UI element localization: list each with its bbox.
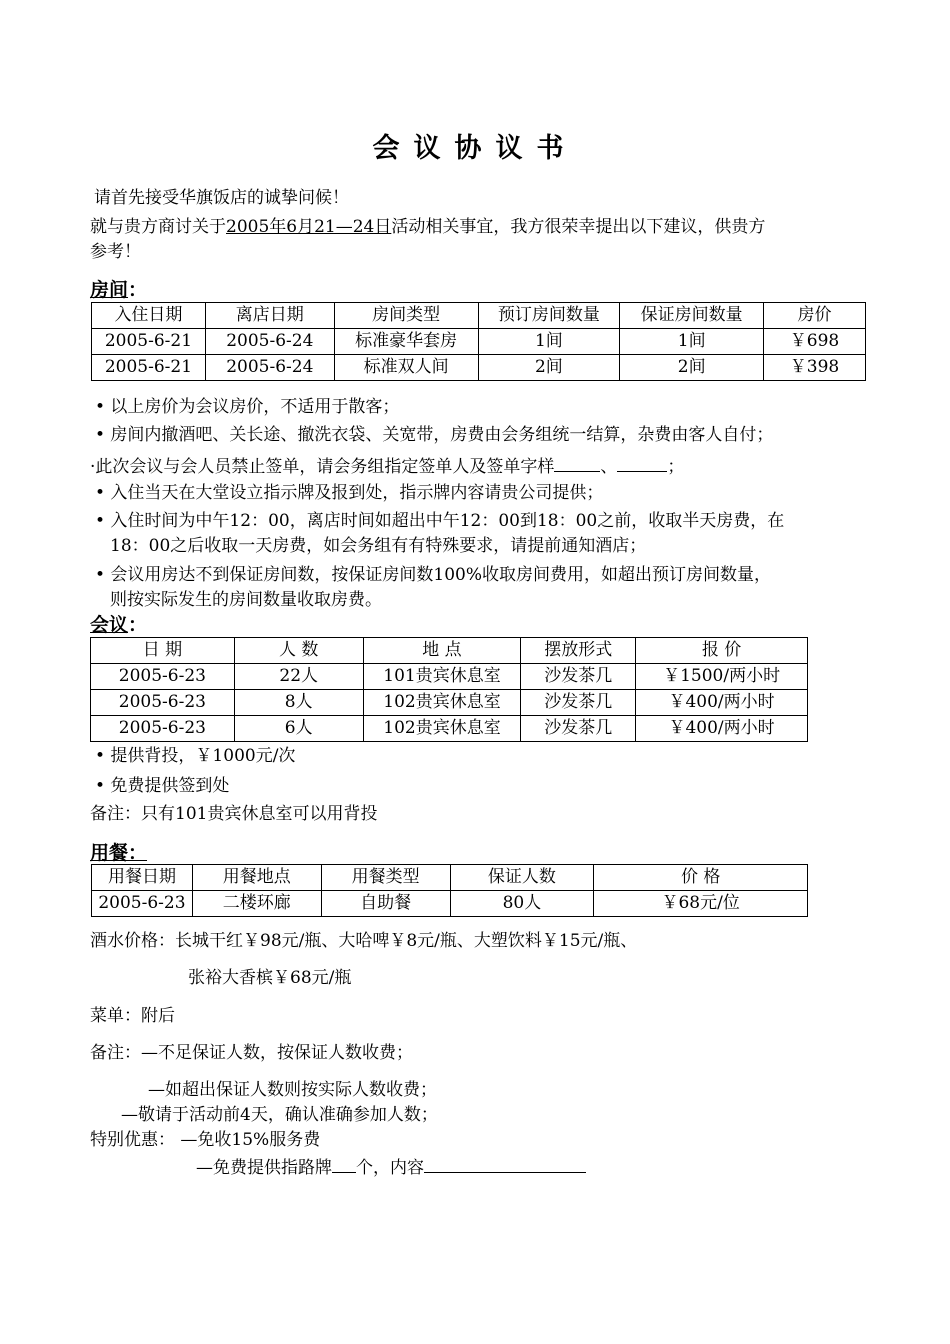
table-row (92, 329, 866, 355)
dining-header-cell: 保证人数 (450, 865, 594, 891)
table-row (92, 891, 808, 917)
meeting-table (90, 637, 808, 742)
table-row (91, 716, 808, 742)
dining-header-row (92, 865, 808, 891)
dining-header-cell: 用餐地点 (192, 865, 321, 891)
rooms-header-row (92, 303, 866, 329)
rooms-note: • 房间内撤酒吧、关长途、撤洗衣袋、关宽带，房费由会务组统一结算，杂费由客人自付； (95, 425, 774, 445)
drinks-price-line-2: 张裕大香槟￥68元/瓶 (188, 968, 352, 988)
drinks-price-line-1: 酒水价格：长城干红￥98元/瓶、大哈啤￥8元/瓶、大塑饮料￥15元/瓶、 (90, 931, 638, 951)
rooms-note: • 入住当天在大堂设立指示牌及报到处，指示牌内容请贵公司提供； (95, 483, 604, 503)
table-cell: 102贵宾休息室 (363, 690, 521, 716)
table-cell: 6人 (234, 716, 363, 742)
table-cell: 2间 (478, 355, 620, 381)
meeting-heading-colon: ： (128, 614, 148, 636)
table-cell: 沙发茶几 (521, 690, 636, 716)
special-offer-mid: 个，内容 (356, 1158, 424, 1178)
table-cell: 22人 (234, 664, 363, 690)
table-cell: 2005-6-24 (205, 355, 334, 381)
rooms-header-cell: 房价 (764, 303, 866, 329)
rooms-header-cell: 保证房间数量 (620, 303, 764, 329)
table-cell: ￥398 (764, 355, 866, 381)
sign-end: ； (667, 457, 685, 477)
remark-line-3: —敬请于活动前4天，确认准确参加人数； (121, 1105, 438, 1125)
table-cell: 1间 (478, 329, 620, 355)
greeting-text: 请首先接受华旗饭店的诚挚问候！ (94, 188, 349, 208)
table-cell: 标准双人间 (334, 355, 478, 381)
dining-header-cell: 价 格 (594, 865, 808, 891)
table-cell: ￥698 (764, 329, 866, 355)
remark-line-2: —如超出保证人数则按实际人数收费； (148, 1080, 437, 1100)
dining-header-cell: 用餐类型 (321, 865, 450, 891)
table-cell: 自助餐 (321, 891, 450, 917)
meeting-header-cell: 日 期 (91, 638, 235, 664)
rooms-heading-text: 房间 (90, 279, 129, 301)
table-cell: 2005-6-23 (91, 690, 235, 716)
intro-prefix: 就与贵方商讨关于 (90, 217, 226, 237)
special-offer-line-1: 特别优惠： —免收15%服务费 (90, 1130, 321, 1150)
meeting-header-cell: 地 点 (363, 638, 521, 664)
rooms-heading (90, 279, 147, 302)
rooms-header-cell: 预订房间数量 (478, 303, 620, 329)
table-cell: 80人 (450, 891, 594, 917)
rooms-note: 18：00之后收取一天房费，如会务组有有特殊要求，请提前通知酒店； (110, 536, 647, 556)
meeting-header-row (91, 638, 808, 664)
intro-line-1 (90, 217, 765, 237)
table-cell: 沙发茶几 (521, 716, 636, 742)
rooms-note: ·此次会议与会人员禁止签单，请会务组指定签单人及签单字样 (90, 457, 555, 477)
rooms-note: • 会议用房达不到保证房间数，按保证房间数100%收取房间费用，如超出预订房间数量， (95, 565, 772, 585)
table-row (92, 355, 866, 381)
table-cell: ￥400/两小时 (636, 690, 808, 716)
table-cell: 2005-6-23 (91, 664, 235, 690)
table-row (91, 664, 808, 690)
intro-suffix: 活动相关事宜，我方很荣幸提出以下建议，供贵方 (391, 217, 766, 237)
meeting-header-cell: 人 数 (234, 638, 363, 664)
intro-line-2: 参考！ (90, 242, 141, 262)
rooms-header-cell: 入住日期 (92, 303, 206, 329)
table-cell: 标准豪华套房 (334, 329, 478, 355)
rooms-note: • 入住时间为中午12：00，离店时间如超出中午12：00到18：00之前，收取半天房费，在 (95, 511, 785, 531)
signpost-content-blank (424, 1155, 586, 1173)
document-title: 会议协议书 (372, 133, 578, 164)
signer-blank (554, 454, 600, 472)
meeting-note: • 免费提供签到处 (95, 776, 230, 796)
meeting-header-cell: 摆放形式 (521, 638, 636, 664)
meeting-heading-text: 会议 (90, 614, 129, 636)
meeting-note: • 提供背投，￥1000元/次 (95, 746, 296, 766)
table-row (91, 690, 808, 716)
signpost-count-blank (332, 1155, 356, 1173)
special-offer-line-2 (196, 1155, 586, 1178)
rooms-note-sign (90, 454, 684, 477)
rooms-table (91, 302, 866, 381)
signature-blank (617, 454, 667, 472)
rooms-header-cell: 离店日期 (205, 303, 334, 329)
sign-separator: 、 (600, 457, 618, 477)
table-cell: 2005-6-21 (92, 355, 206, 381)
rooms-note: 则按实际发生的房间数量收取房费。 (110, 590, 382, 610)
dining-heading: 用餐： (90, 842, 148, 864)
table-cell: 1间 (620, 329, 764, 355)
table-cell: ￥68元/位 (594, 891, 808, 917)
meeting-header-cell: 报 价 (636, 638, 808, 664)
table-cell: 2005-6-24 (205, 329, 334, 355)
table-cell: ￥1500/两小时 (636, 664, 808, 690)
table-cell: 2005-6-21 (92, 329, 206, 355)
table-cell: 2间 (620, 355, 764, 381)
table-cell: 101贵宾休息室 (363, 664, 521, 690)
rooms-heading-colon: ： (128, 279, 148, 301)
table-cell: 2005-6-23 (91, 716, 235, 742)
dining-table (91, 864, 808, 917)
table-cell: ￥400/两小时 (636, 716, 808, 742)
table-cell: 8人 (234, 690, 363, 716)
table-cell: 2005-6-23 (92, 891, 193, 917)
rooms-header-cell: 房间类型 (334, 303, 478, 329)
table-cell: 沙发茶几 (521, 664, 636, 690)
table-cell: 102贵宾休息室 (363, 716, 521, 742)
meeting-heading (90, 614, 147, 637)
rooms-note: • 以上房价为会议房价，不适用于散客； (95, 397, 400, 417)
intro-date-range: 2005年6月21—24日 (226, 217, 392, 237)
table-cell: 二楼环廊 (192, 891, 321, 917)
special-offer-prefix: —免费提供指路牌 (196, 1158, 332, 1178)
menu-text: 菜单：附后 (90, 1006, 175, 1026)
dining-header-cell: 用餐日期 (92, 865, 193, 891)
meeting-note: 备注：只有101贵宾休息室可以用背投 (90, 804, 378, 824)
remark-line-1: 备注：—不足保证人数，按保证人数收费； (90, 1043, 413, 1063)
